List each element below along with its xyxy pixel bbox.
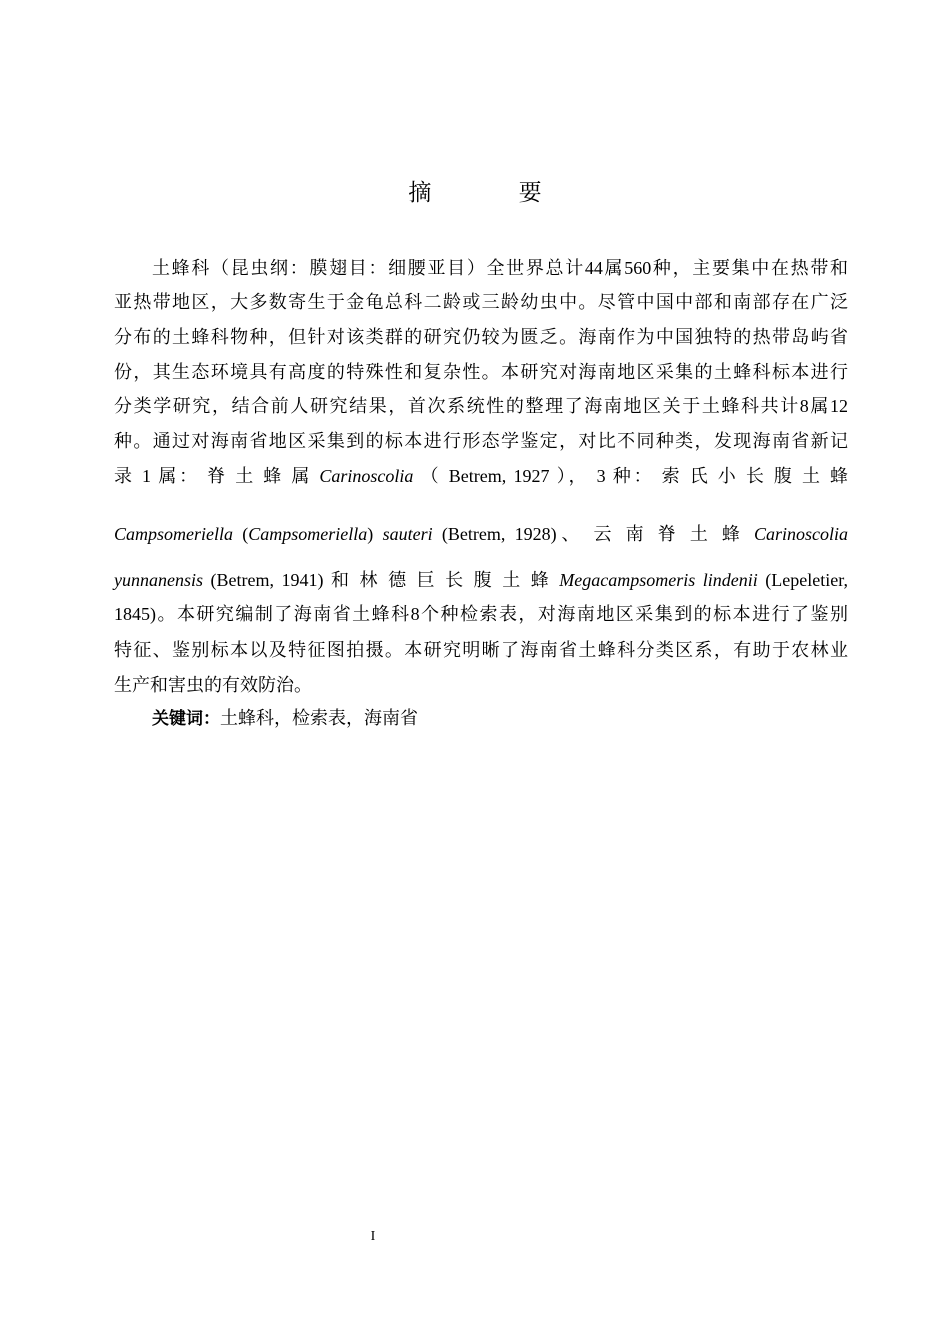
abstract-line: 分类学研究，结合前人研究结果，首次系统性的整理了海南地区关于土蜂科共计8属12 bbox=[114, 396, 848, 416]
text: ( bbox=[233, 524, 249, 544]
abstract-line: 种。通过对海南省地区采集到的标本进行形态学鉴定，对比不同种类，发现海南省新记 bbox=[114, 431, 848, 451]
subgenus-name: Campsomeriella bbox=[248, 524, 368, 544]
abstract-line: 份，其生态环境具有高度的特殊性和复杂性。本研究对海南地区采集的土蜂科标本进行 bbox=[114, 362, 848, 382]
species-name: sauteri bbox=[382, 524, 433, 544]
abstract-line: 土蜂科（昆虫纲：膜翅目：细腰亚目）全世界总计44属560种，主要集中在热带和 bbox=[152, 258, 848, 278]
text: (Betrem, 1928)、 云 南 脊 土 蜂 bbox=[432, 524, 754, 544]
abstract-line: 生产和害虫的有效防治。 bbox=[114, 675, 312, 695]
abstract-title: 摘 要 bbox=[408, 180, 582, 206]
text: （ Betrem, 1927 ）， 3 种： 索 氏 小 长 腹 土 蜂 bbox=[413, 466, 849, 486]
abstract-line: 特征、鉴别标本以及特征图拍摄。本研究明晰了海南省土蜂科分类区系，有助于农林业 bbox=[114, 640, 848, 660]
abstract-line: 1845)。本研究编制了海南省土蜂科8个种检索表，对海南地区采集到的标本进行了鉴别 bbox=[114, 604, 848, 624]
text: (Lepeletier, bbox=[757, 570, 848, 590]
genus-name: Carinoscolia bbox=[754, 524, 849, 544]
page-number: I bbox=[370, 1229, 376, 1244]
species-name: yunnanensis bbox=[114, 570, 203, 590]
text: ) bbox=[367, 524, 383, 544]
text: 录 1 属： 脊 土 蜂 属 bbox=[114, 466, 320, 486]
abstract-line bbox=[114, 464, 848, 488]
abstract-line: 分布的土蜂科物种，但针对该类群的研究仍较为匮乏。海南作为中国独特的热带岛屿省 bbox=[114, 327, 848, 347]
species-name: Megacampsomeris lindenii bbox=[559, 570, 758, 590]
keywords-label: 关键词： bbox=[152, 709, 220, 729]
text: (Betrem, 1941) 和 林 德 巨 长 腹 土 蜂 bbox=[203, 570, 560, 590]
abstract-line: 亚热带地区，大多数寄生于金龟总科二龄或三龄幼虫中。尽管中国中部和南部存在广泛 bbox=[114, 292, 848, 312]
keywords bbox=[152, 706, 848, 731]
abstract-line bbox=[114, 522, 848, 546]
keywords-value: 土蜂科，检索表，海南省 bbox=[220, 708, 418, 728]
genus-name: Campsomeriella bbox=[114, 524, 233, 544]
genus-name: Carinoscolia bbox=[319, 466, 414, 486]
abstract-line bbox=[114, 568, 848, 592]
